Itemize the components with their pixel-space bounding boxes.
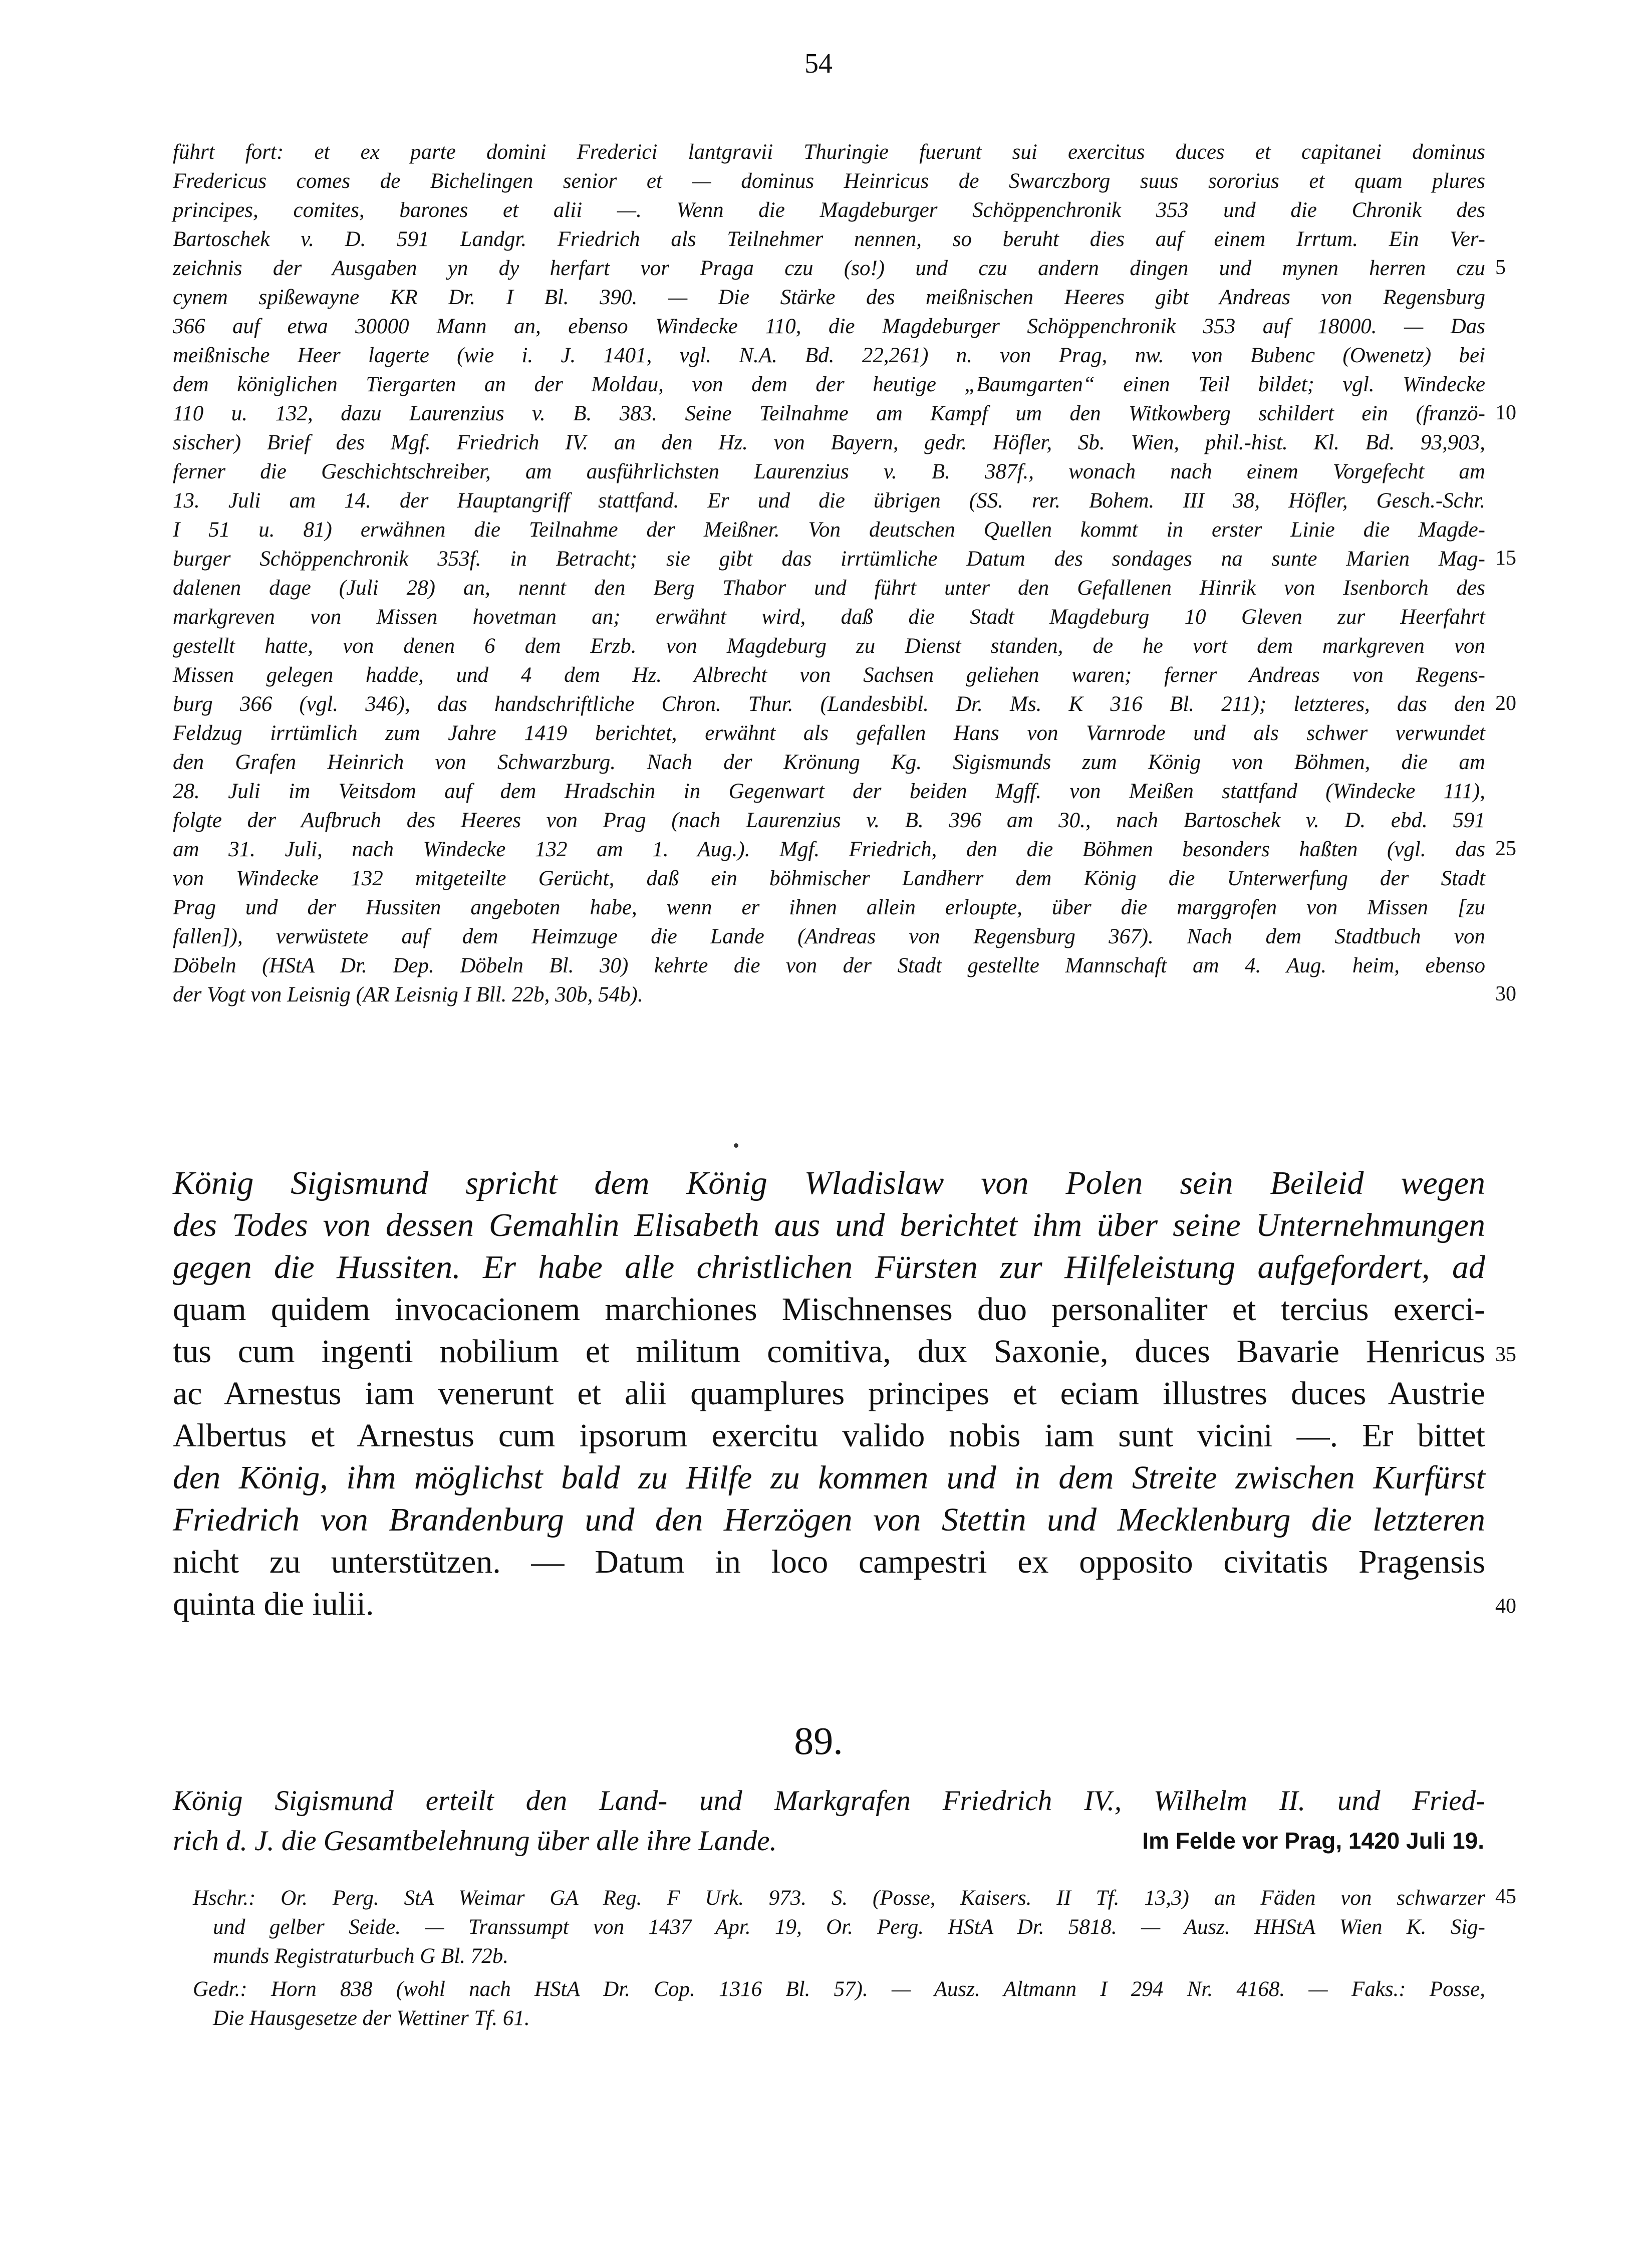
regest-line: König Sigismund erteilt den Land- und Markgrafen Friedrich IV., Wilhelm II. und Fried- [173,1785,1485,1817]
margin-line-number: 15 [1495,547,1516,570]
footnote-line: Fredericus comes de Bichelingen senior et — dominus Heinricus de Swarczborg suus sororius et quam plures [173,169,1485,193]
footnote-line: ferner die Geschichtschreiber, am ausführlichsten Laurenzius v. B. 387f., wonach nach einem Vorgefecht am [173,460,1485,483]
footnote-line: sischer) Brief des Mgf. Friedrich IV. an den Hz. von Bayern, gedr. Höfler, Sb. Wien, phil.-hist. Kl. Bd. 93,903, [173,431,1485,454]
page-number: 54 [804,48,833,79]
footnote-line: markgreven von Missen hovetman an; erwähnt wird, daß die Stadt Magdeburg 10 Gleven zur Heerfahrt [173,605,1485,629]
apparatus-line: und gelber Seide. — Transsumpt von 1437 Apr. 19, Or. Perg. HStA Dr. 5818. — Ausz. HHStA Wien K. Sig- [213,1915,1485,1939]
footnote-line: Feldzug irrtümlich zum Jahre 1419 berichtet, erwähnt als gefallen Hans von Varnrode und als schwer verwundet [173,721,1485,745]
footnote-line: Bartoschek v. D. 591 Landgr. Friedrich als Teilnehmer nennen, so beruht dies auf einem Irrtum. Ein Ver- [173,227,1485,251]
footnote-line: 13. Juli am 14. der Hauptangriff stattfand. Er und die übrigen (SS. rer. Bohem. III 38, Höfler, Gesch.-Schr. [173,489,1485,513]
date-place: Im Felde vor Prag, 1420 Juli 19. [1142,1828,1484,1854]
main-line: quam quidem invocacionem marchiones Mischnenses duo personaliter et tercius exerci- [173,1291,1485,1328]
main-line: den König, ihm möglichst bald zu Hilfe zu kommen und in dem Streite zwischen Kurfürst [173,1459,1485,1496]
margin-line-number: 45 [1495,1885,1516,1908]
main-line: Albertus et Arnestus cum ipsorum exercitu valido nobis iam sunt vicini —. Er bittet [173,1417,1485,1454]
footnote-line: Prag und der Hussiten angeboten habe, wenn er ihnen allein erloupte, über die marggrofen von Missen [zu [173,896,1485,919]
footnote-line: Döbeln (HStA Dr. Dep. Döbeln Bl. 30) kehrte die von der Stadt gestellte Mannschaft am 4. Aug. heim, ebenso [173,954,1485,977]
margin-line-number: 10 [1495,401,1516,424]
apparatus-line: Die Hausgesetze der Wettiner Tf. 61. [213,2006,530,2030]
margin-line-number: 35 [1495,1343,1516,1366]
separator-dot [734,1143,738,1148]
apparatus-line: Gedr.: Horn 838 (wohl nach HStA Dr. Cop. 1316 Bl. 57). — Ausz. Altmann I 294 Nr. 4168. — Faks.: Posse, [193,1977,1485,2001]
footnote-line: 28. Juli im Veitsdom auf dem Hradschin in Gegenwart der beiden Mgff. von Meißen stattfand (Windecke 111), [173,780,1485,803]
apparatus-line: Hschr.: Or. Perg. StA Weimar GA Reg. F Urk. 973. S. (Posse, Kaisers. II Tf. 13,3) an Fäden von schwarzer [193,1886,1485,1910]
footnote-line: meißnische Heer lagerte (wie i. J. 1401, vgl. N.A. Bd. 22,261) n. von Prag, nw. von Bubenc (Owenetz) bei [173,344,1485,367]
main-line: nicht zu unterstützen. — Datum in loco campestri ex opposito civitatis Pragensis [173,1544,1485,1580]
footnote-line: am 31. Juli, nach Windecke 132 am 1. Aug.). Mgf. Friedrich, den die Böhmen besonders haßten (vgl. das [173,838,1485,861]
apparatus-line: munds Registraturbuch G Bl. 72b. [213,1944,509,1968]
footnote-line: dem königlichen Tiergarten an der Moldau, von dem der heutige „Baumgarten“ einen Teil bildet; vgl. Windecke [173,373,1485,396]
footnote-line: der Vogt von Leisnig (AR Leisnig I Bll. 22b, 30b, 54b). [173,983,643,1006]
margin-line-number: 30 [1495,982,1516,1005]
main-line: quinta die iulii. [173,1586,374,1622]
footnote-line: zeichnis der Ausgaben yn dy herfart vor Praga czu (so!) und czu andern dingen und mynen herren czu [173,257,1485,280]
margin-line-number: 20 [1495,692,1516,715]
margin-line-number: 5 [1495,256,1506,279]
footnote-line: von Windecke 132 mitgeteilte Gerücht, daß ein böhmischer Landherr dem König die Unterwerfung der Stadt [173,867,1485,890]
regest-line: rich d. J. die Gesamtbelehnung über alle ihre Lande. [173,1825,777,1857]
main-line: tus cum ingenti nobilium et militum comitiva, dux Saxonie, duces Bavarie Henricus [173,1333,1485,1370]
main-line: des Todes von dessen Gemahlin Elisabeth aus und berichtet ihm über seine Unternehmungen [173,1207,1485,1243]
footnote-line: gestellt hatte, von denen 6 dem Erzb. von Magdeburg zu Dienst standen, de he vort dem markgreven von [173,634,1485,658]
footnote-line: I 51 u. 81) erwähnen die Teilnahme der Meißner. Von deutschen Quellen kommt in erster Linie die Magde- [173,518,1485,542]
footnote-line: folgte der Aufbruch des Heeres von Prag (nach Laurenzius v. B. 396 am 30., nach Bartoschek v. D. ebd. 591 [173,809,1485,832]
main-line: Friedrich von Brandenburg und den Herzögen von Stettin und Mecklenburg die letzteren [173,1501,1485,1538]
document-number: 89. [794,1719,843,1762]
footnote-line: 110 u. 132, dazu Laurenzius v. B. 383. Seine Teilnahme am Kampf um den Witkowberg schildert ein (franzö- [173,402,1485,425]
footnote-line: Missen gelegen hadde, und 4 dem Hz. Albrecht von Sachsen geliehen waren; ferner Andreas von Regens- [173,663,1485,687]
footnote-line: führt fort: et ex parte domini Frederici lantgravii Thuringie fuerunt sui exercitus duces et capitanei dominus [173,140,1485,164]
footnote-line: den Grafen Heinrich von Schwarzburg. Nach der Krönung Kg. Sigismunds zum König von Böhmen, die am [173,750,1485,774]
footnote-line: dalenen dage (Juli 28) an, nennt den Berg Thabor und führt unter den Gefallenen Hinrik von Isenborch des [173,576,1485,600]
footnote-line: fallen]), verwüstete auf dem Heimzuge die Lande (Andreas von Regensburg 367). Nach dem Stadtbuch von [173,925,1485,948]
margin-line-number: 40 [1495,1595,1516,1618]
main-line: ac Arnestus iam venerunt et alii quamplures principes et eciam illustres duces Austrie [173,1375,1485,1412]
margin-line-number: 25 [1495,837,1516,860]
main-line: König Sigismund spricht dem König Wladislaw von Polen sein Beileid wegen [173,1165,1485,1201]
main-line: gegen die Hussiten. Er habe alle christlichen Fürsten zur Hilfeleistung aufgefordert, ad [173,1249,1485,1286]
footnote-line: 366 auf etwa 30000 Mann an, ebenso Windecke 110, die Magdeburger Schöppenchronik 353 auf 18000. — Das [173,315,1485,338]
footnote-line: principes, comites, barones et alii —. Wenn die Magdeburger Schöppenchronik 353 und die Chronik des [173,198,1485,222]
footnote-line: burger Schöppenchronik 353f. in Betracht; sie gibt das irrtümliche Datum des sondages na sunte Marien Mag- [173,547,1485,571]
footnote-line: burg 366 (vgl. 346), das handschriftliche Chron. Thur. (Landesbibl. Dr. Ms. K 316 Bl. 211); letzteres, das den [173,692,1485,716]
footnote-line: cynem spißewayne KR Dr. I Bl. 390. — Die Stärke des meißnischen Heeres gibt Andreas von Regensburg [173,286,1485,309]
